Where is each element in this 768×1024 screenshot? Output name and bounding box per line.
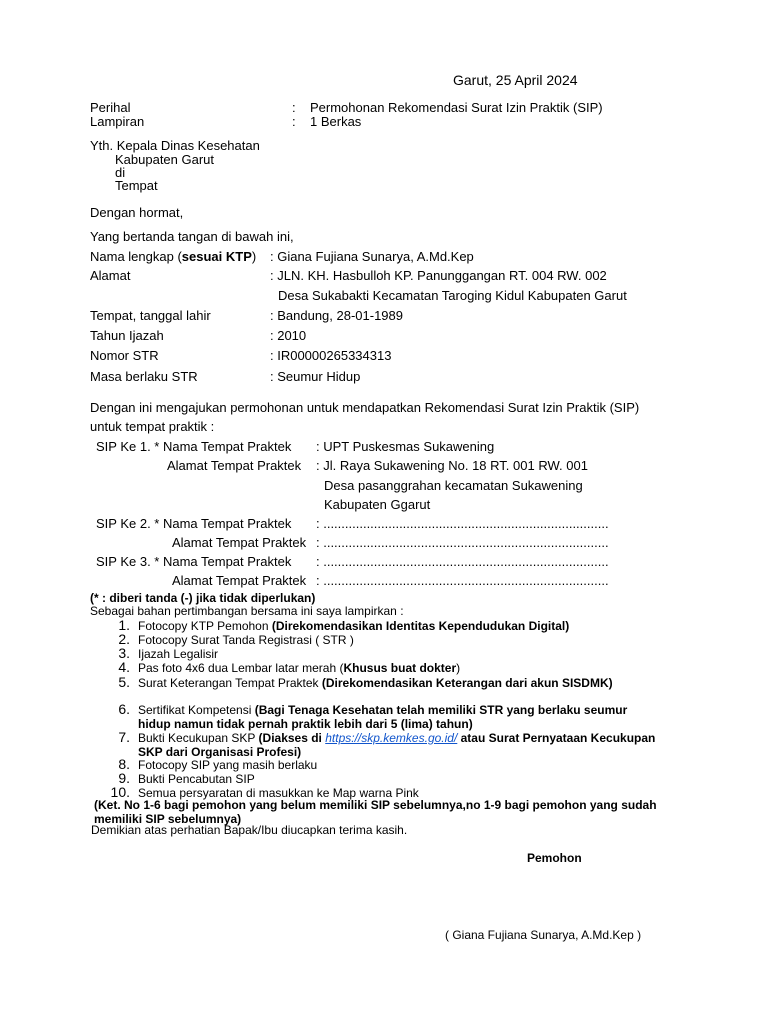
attachment-text: Semua persyaratan di masukkan ke Map warna Pink [138,786,419,800]
attachment-tail: ) [456,661,461,675]
sip-2-address-label: Alamat Tempat Praktek [172,535,307,550]
attachment-item-3 [138,647,698,661]
perihal-separator: : [292,100,296,115]
attachment-bold: (Diakses di [258,731,326,745]
sip-1-value: : UPT Puskesmas Sukawening [316,439,495,454]
attachment-bold: (Bagi Tenaga Kesehatan telah memiliki STR yang berlaku seumur hidup namun tidak pernah praktik lebih dari 5 (lima) tahun) [138,703,628,731]
attachment-item-8 [138,758,698,772]
attachment-number: 7. [118,729,130,745]
attachment-item-5 [138,676,638,690]
signature-label: Pemohon [527,851,582,865]
perihal-label: Perihal [90,100,131,115]
attachment-item-2 [138,633,698,647]
str-label: Nomor STR [90,348,159,363]
lampiran-separator: : [292,114,296,129]
str-value: : IR00000265334313 [270,348,392,363]
nama-label [90,249,256,265]
recipient-line-3: di [115,165,126,180]
attachment-number: 4. [118,659,130,675]
nama-label-a: Nama lengkap ( [90,249,182,264]
nama-label-c: ) [251,249,257,264]
ket-note: (Ket. No 1-6 bagi pemohon yang belum memiliki SIP sebelumnya,no 1-9 bagi pemohon yang sudah memiliki SIP sebelumnya) [94,798,657,826]
attachment-bold: (Direkomendasikan Identitas Kependudukan Digital) [271,619,570,633]
attachment-text: Sertifikat Kompetensi [138,703,255,717]
alamat-label: Alamat [90,268,131,283]
alamat-value-2: Desa Sukabakti Kecamatan Taroging Kidul Kabupaten Garut [278,288,627,303]
attachment-number: 1. [118,617,130,633]
recipient-line-1: Yth. Kepala Dinas Kesehatan [90,138,260,153]
closing-text: Demikian atas perhatian Bapak/Ibu diucapkan terima kasih. [91,823,408,837]
attachment-item-1 [138,619,698,633]
dash-note: (* : diberi tanda (-) jika tidak diperlukan) [90,591,316,605]
attachment-number: 9. [118,770,130,786]
sip-3-label: SIP Ke 3. * Nama Tempat Praktek [96,554,292,569]
nama-value: : Giana Fujiana Sunarya, A.Md.Kep [270,249,474,264]
attachment-number: 10. [110,784,130,800]
sip-1-address-value-2: Desa pasanggrahan kecamatan Sukawening [324,478,583,493]
masa-str-value: : Seumur Hidup [270,369,361,384]
ttl-value: : Bandung, 28-01-1989 [270,308,403,323]
perihal-value: Permohonan Rekomendasi Surat Izin Praktik (SIP) [310,100,603,115]
attachment-text: Fotocopy SIP yang masih berlaku [138,758,318,772]
attachment-item-7 [138,731,668,759]
attachment-bold: Khusus buat dokter [343,661,457,675]
sip-2-label: SIP Ke 2. * Nama Tempat Praktek [96,516,292,531]
sip-1-address-value-1: : Jl. Raya Sukawening No. 18 RT. 001 RW. 001 [316,458,588,473]
ijazah-value: : 2010 [270,328,307,343]
ttl-label: Tempat, tanggal lahir [90,308,211,323]
attachment-number: 8. [118,756,130,772]
sip-3-address-label: Alamat Tempat Praktek [172,573,307,588]
lampiran-value: 1 Berkas [310,114,362,129]
alamat-value-1: : JLN. KH. Hasbulloh KP. Panunggangan RT. 004 RW. 002 [270,268,607,283]
attachment-item-4 [138,661,698,675]
recipient-line-4: Tempat [115,178,158,193]
ijazah-label: Tahun Ijazah [90,328,164,343]
attachment-number: 6. [118,701,130,717]
request-line-2: untuk tempat praktik : [90,419,215,434]
request-line-1: Dengan ini mengajukan permohonan untuk mendapatkan Rekomendasi Surat Izin Praktik (SIP) [90,400,640,415]
sip-3-value: : ............................................................................... [316,554,609,569]
attachment-bold-2: atau Surat Pernyataan Kecukupan SKP dari Organisasi Profesi) [138,731,656,759]
attachment-text: Surat Keterangan Tempat Praktek [138,676,322,690]
masa-str-label: Masa berlaku STR [90,369,198,384]
attachment-text: Bukti Kecukupan SKP [138,731,259,745]
sip-1-label: SIP Ke 1. * Nama Tempat Praktek [96,439,292,454]
attachment-text: Pas foto 4x6 dua Lembar latar merah ( [138,661,344,675]
sip-1-address-label: Alamat Tempat Praktek [167,458,302,473]
sip-2-value: : ............................................................................... [316,516,609,531]
skp-link[interactable]: https://skp.kemkes.go.id/ [325,731,458,745]
lampiran-label: Lampiran [90,114,145,129]
letter-date: Garut, 25 April 2024 [453,72,578,88]
sip-2-address-value: : ............................................................................... [316,535,609,550]
attachment-item-6 [138,703,658,731]
sip-3-address-value: : ............................................................................... [316,573,609,588]
attachment-text: Bukti Pencabutan SIP [138,772,255,786]
greeting: Dengan hormat, [90,205,184,220]
attachment-text: Fotocopy KTP Pemohon [138,619,272,633]
attachment-number: 3. [118,645,130,661]
sip-1-address-value-3: Kabupaten Ggarut [324,497,431,512]
signature-name: ( Giana Fujiana Sunarya, A.Md.Kep ) [445,928,642,942]
attachment-item-9 [138,772,698,786]
attachment-text: Ijazah Legalisir [138,647,219,661]
attachments-intro: Sebagai bahan pertimbangan bersama ini saya lampirkan : [90,604,404,618]
intro-text: Yang bertanda tangan di bawah ini, [90,229,294,244]
recipient-line-2: Kabupaten Garut [115,152,215,167]
attachment-number: 2. [118,631,130,647]
attachment-bold: (Direkomendasikan Keterangan dari akun SISDMK) [321,676,613,690]
attachment-text: Fotocopy Surat Tanda Registrasi ( STR ) [138,633,354,647]
attachment-number: 5. [118,674,130,690]
nama-label-b: sesuai KTP [181,249,252,264]
